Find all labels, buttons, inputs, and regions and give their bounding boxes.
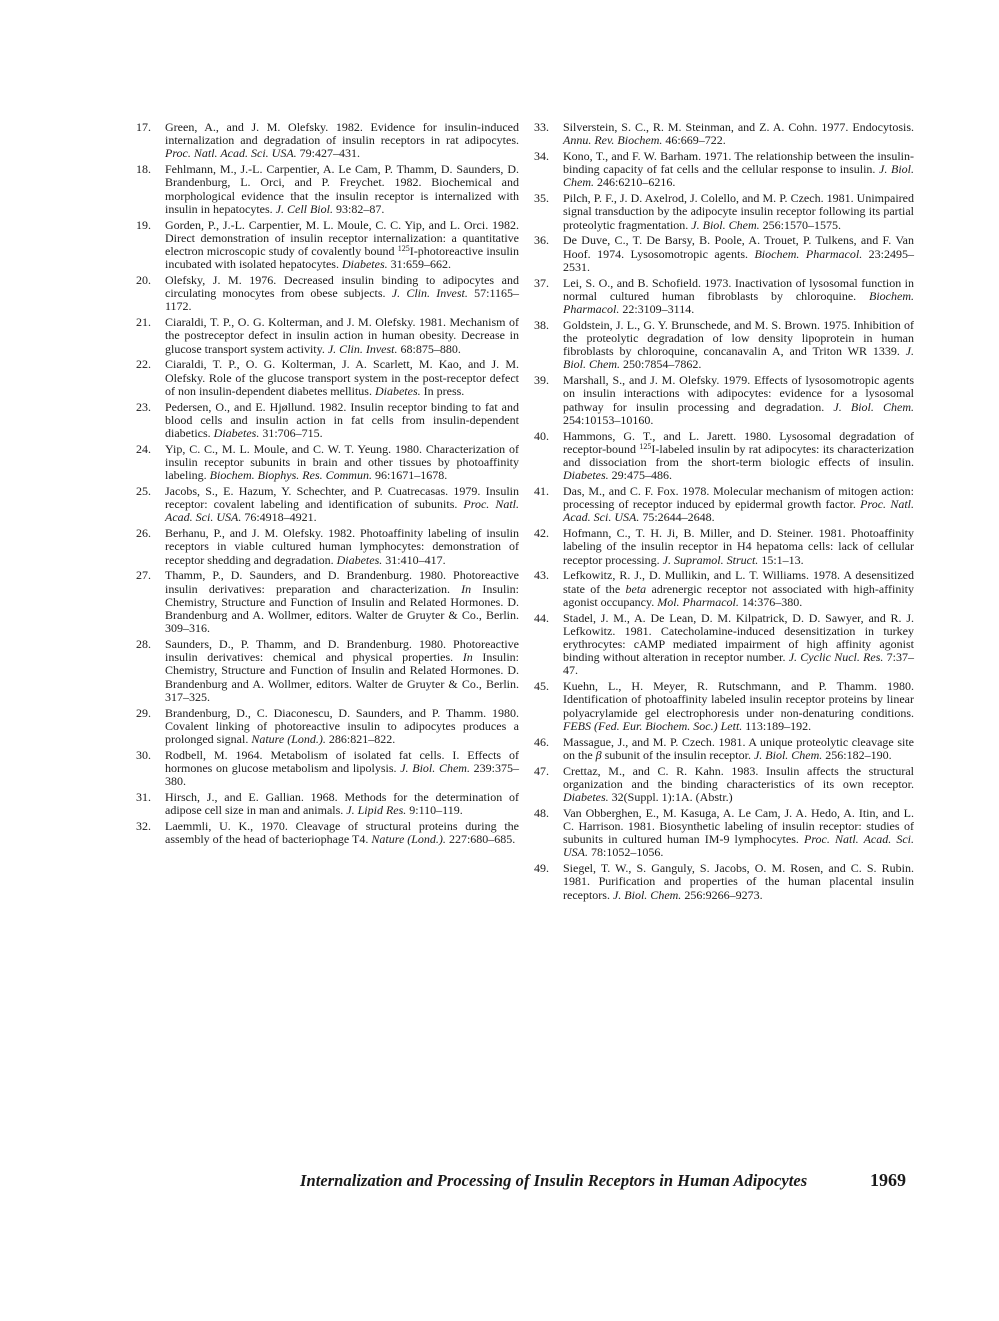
- reference-text: Crettaz, M., and C. R. Kahn. 1983. Insulin affects the structural organization and the binding characteristics of its own receptor. Diabetes. 32(Suppl. 1):1A. (Abstr.): [563, 763, 914, 805]
- reference-text: Hirsch, J., and E. Gallian. 1968. Methods for the determination of adipose cell size in man and animals. J. Lipid Res. 9:110–119.: [165, 790, 519, 818]
- reference-text: Jacobs, S., E. Hazum, Y. Schechter, and P. Cuatrecasas. 1979. Insulin receptor: covalent labeling and identification of subunits. Proc. Natl. Acad. Sci. USA. 76:4918–4921.: [165, 484, 519, 525]
- reference-item: [534, 277, 914, 317]
- reference-number: 23.: [136, 399, 151, 414]
- reference-item: [136, 820, 519, 846]
- reference-number: 36.: [534, 233, 549, 248]
- reference-number: 40.: [534, 428, 549, 443]
- reference-number: 32.: [136, 819, 151, 834]
- reference-number: 48.: [534, 805, 549, 820]
- reference-text: Hofmann, C., T. H. Ji, B. Miller, and D. Steiner. 1981. Photoaffinity labeling of the insulin receptor in H4 hepatoma cells: lack of cellular receptor processing. J. Supramol. Struct. 15:1–13.: [563, 526, 914, 567]
- reference-item: [534, 150, 914, 190]
- reference-number: 20.: [136, 273, 151, 288]
- reference-item: [136, 121, 519, 161]
- reference-text: Thamm, P., D. Saunders, and D. Brandenburg. 1980. Photoreactive insulin derivatives: preparation and characterization. In Insulin: Chemistry, Structure and Function of Insulin and Related Hormones. D. Brandenburg and A. Wollmer, editors. Walter de Gruyter & Co., Berlin. 309–316.: [165, 568, 519, 636]
- reference-item: [534, 736, 914, 762]
- reference-text: Massague, J., and M. P. Czech. 1981. A unique proteolytic cleavage site on the β subunit of the insulin receptor. J. Biol. Chem. 256:182–190.: [563, 734, 914, 762]
- reference-text: Silverstein, S. C., R. M. Steinman, and Z. A. Cohn. 1977. Endocytosis. Annu. Rev. Biochem. 46:669–722.: [563, 120, 914, 148]
- reference-item: [136, 749, 519, 789]
- reference-text: Das, M., and C. F. Fox. 1978. Molecular mechanism of mitogen action: processing of receptor induced by epidermal growth factor. Proc. Natl. Acad. Sci. USA. 75:2644–2648.: [563, 484, 914, 525]
- reference-item: [534, 765, 914, 805]
- reference-text: Pilch, P. F., J. D. Axelrod, J. Colello, and M. P. Czech. 1981. Unimpaired signal transduction by the adipocyte insulin receptor following its partial proteolytic fragmentation. J. Biol. Chem. 256:1570–1575.: [563, 191, 914, 232]
- reference-item: [534, 234, 914, 274]
- reference-number: 46.: [534, 734, 549, 749]
- reference-text: Lefkowitz, R. J., D. Mullikin, and L. T. Williams. 1978. A desensitized state of the beta adrenergic receptor not associated with high-affinity agonist occupancy. Mol. Pharmacol. 14:376–380.: [563, 568, 914, 609]
- reference-number: 21.: [136, 315, 151, 330]
- reference-number: 43.: [534, 568, 549, 583]
- reference-item: [136, 274, 519, 314]
- reference-text: Yip, C. C., M. L. Moule, and C. W. T. Yeung. 1980. Characterization of insulin receptor subunits in brain and other tissues by photoaffinity labeling. Biochem. Biophys. Res. Commun. 96:1671–1678.: [165, 441, 519, 483]
- reference-text: Ciaraldi, T. P., O. G. Kolterman, J. A. Scarlett, M. Kao, and J. M. Olefsky. Role of the glucose transport system in the post-receptor defect of non insulin-dependent diabetes mellitus. Diabetes. In press.: [165, 357, 519, 398]
- reference-item: [534, 121, 914, 147]
- reference-item: [136, 485, 519, 525]
- reference-number: 49.: [534, 861, 549, 876]
- reference-item: [136, 358, 519, 398]
- reference-text: Brandenburg, D., C. Diaconescu, D. Saunders, and P. Thamm. 1980. Covalent linking of photoreactive insulin to adipocytes produces a prolonged signal. Nature (Lond.). 286:821–822.: [165, 705, 519, 747]
- reference-item: [534, 485, 914, 525]
- reference-number: 29.: [136, 705, 151, 720]
- running-title: Internalization and Processing of Insulin Receptors in Human Adipocytes: [300, 1171, 808, 1190]
- reference-text: Olefsky, J. M. 1976. Decreased insulin binding to adipocytes and circulating monocytes from obese subjects. J. Clin. Invest. 57:1165–1172.: [165, 273, 520, 314]
- reference-number: 22.: [136, 357, 151, 372]
- reference-item: [534, 612, 914, 678]
- reference-text: Laemmli, U. K., 1970. Cleavage of structural proteins during the assembly of the head of bacteriophage T4. Nature (Lond.). 227:680–685.: [165, 819, 519, 847]
- reference-item: [136, 163, 519, 216]
- reference-text: Marshall, S., and J. M. Olefsky. 1979. Effects of lysosomotropic agents on insulin interactions with adipocytes: evidence for a lysosomal pathway for insulin processing and degradation. J. Biol. Chem. 254:10153–10160.: [563, 373, 914, 427]
- reference-number: 18.: [136, 162, 151, 177]
- reference-number: 28.: [136, 637, 151, 652]
- page-number: 1969: [870, 1170, 906, 1190]
- reference-number: 31.: [136, 790, 151, 805]
- reference-text: De Duve, C., T. De Barsy, B. Poole, A. Trouet, P. Tulkens, and F. Van Hoof. 1974. Lysosomotropic agents. Biochem. Pharmacol. 23:2495–2531.: [563, 233, 915, 274]
- reference-item: [534, 862, 914, 902]
- reference-item: [534, 192, 914, 232]
- reference-number: 19.: [136, 217, 151, 232]
- reference-item: [534, 569, 914, 609]
- reference-text: Green, A., and J. M. Olefsky. 1982. Evidence for insulin-induced internalization and degradation of insulin receptors in rat adipocytes. Proc. Natl. Acad. Sci. USA. 79:427–431.: [165, 120, 519, 161]
- reference-text: Saunders, D., P. Thamm, and D. Brandenburg. 1980. Photoreactive insulin derivatives: chemical and physical properties. In Insulin: Chemistry, Structure and Function of Insulin and Related Hormones. D. Brandenburg and A. Wollmer, editors. Walter de Gruyter & Co., Berlin. 317–325.: [165, 637, 519, 704]
- reference-item: [136, 707, 519, 747]
- reference-number: 42.: [534, 526, 549, 541]
- reference-text: Gorden, P., J.-L. Carpentier, M. L. Moule, C. C. Yip, and L. Orci. 1982. Direct demonstration of insulin receptor internalization: a quantitative electron microscopic study of covalently bound $^{125}$I-photoreactive insulin incubated with isolated hepatocytes. Diabetes. 31:659–662.: [165, 217, 519, 272]
- reference-item: [534, 430, 914, 483]
- reference-text: Lei, S. O., and B. Schofield. 1973. Inactivation of lysosomal function in normal cultured human fibroblasts by chloroquine. Biochem. Pharmacol. 22:3109–3114.: [563, 275, 914, 317]
- reference-number: 33.: [534, 120, 549, 134]
- reference-item: [136, 219, 519, 272]
- references-right-column: [534, 121, 914, 904]
- reference-number: 30.: [136, 747, 151, 762]
- reference-text: Siegel, T. W., S. Ganguly, S. Jacobs, O. M. Rosen, and C. S. Rubin. 1981. Purification and properties of the human placental insulin receptors. J. Biol. Chem. 256:9266–9273.: [563, 861, 914, 902]
- reference-text: Rodbell, M. 1964. Metabolism of isolated fat cells. I. Effects of hormones on glucose metabolism and lipolysis. J. Biol. Chem. 239:375–380.: [165, 747, 519, 789]
- reference-number: 39.: [534, 373, 549, 388]
- reference-text: Fehlmann, M., J.-L. Carpentier, A. Le Cam, P. Thamm, D. Saunders, D. Brandenburg, L. Orci, and P. Freychet. 1982. Biochemical and morphological evidence that the insulin receptor is internalized with insulin in hepatocytes. J. Cell Biol. 93:82–87.: [165, 162, 519, 216]
- reference-number: 25.: [136, 484, 151, 499]
- reference-item: [534, 527, 914, 567]
- reference-number: 37.: [534, 275, 549, 290]
- reference-number: 47.: [534, 763, 549, 778]
- reference-number: 27.: [136, 568, 151, 583]
- reference-text: Stadel, J. M., A. De Lean, D. M. Kilpatrick, D. D. Sawyer, and R. J. Lefkowitz. 1981. Catecholamine-induced desensitization in turkey erythrocytes: cAMP mediated impairment of high affinity agonist binding without alteration in receptor number. J. Cyclic Nucl. Res. 7:37–47.: [563, 610, 915, 678]
- reference-text: Goldstein, J. L., G. Y. Brunschede, and M. S. Brown. 1975. Inhibition of the proteolytic degradation of low density lipoprotein in human fibroblasts by chloroquine, concanavalin A, and Triton WR 1339. J. Biol. Chem. 250:7854–7862.: [563, 317, 914, 372]
- reference-number: 24.: [136, 441, 151, 456]
- reference-text: Kono, T., and F. W. Barham. 1971. The relationship between the insulin-binding capacity of fat cells and the cellular response to insulin. J. Biol. Chem. 246:6210–6216.: [563, 149, 914, 190]
- reference-item: [534, 807, 914, 860]
- reference-item: [136, 401, 519, 441]
- reference-number: 38.: [534, 317, 549, 332]
- reference-item: [136, 527, 519, 567]
- reference-item: [136, 443, 519, 483]
- reference-text: Ciaraldi, T. P., O. G. Kolterman, and J. M. Olefsky. 1981. Mechanism of the postreceptor defect in insulin action in human obesity. Decrease in glucose transport system activity. J. Clin. Invest. 68:875–880.: [165, 315, 519, 356]
- reference-text: Berhanu, P., and J. M. Olefsky. 1982. Photoaffinity labeling of insulin receptors in viable cultured human lymphocytes: demonstration of receptor shedding and degradation. Diabetes. 31:410–417.: [165, 526, 519, 567]
- reference-text: Hammons, G. T., and L. Jarett. 1980. Lysosomal degradation of receptor-bound $^{125}$I-labeled insulin by rat adipocytes: its characterization and dissociation from the short-term biologic effects of insulin. Diabetes. 29:475–486.: [563, 428, 914, 483]
- references-left-column: [136, 121, 519, 849]
- reference-item: [534, 680, 914, 733]
- reference-number: 26.: [136, 526, 151, 541]
- reference-number: 35.: [534, 191, 549, 206]
- reference-number: 44.: [534, 610, 549, 625]
- reference-text: Pedersen, O., and E. Hjøllund. 1982. Insulin receptor binding to fat and blood cells and insulin action in fat cells from insulin-dependent diabetics. Diabetes. 31:706–715.: [165, 399, 519, 441]
- reference-item: [136, 791, 519, 817]
- reference-text: Van Obberghen, E., M. Kasuga, A. Le Cam, J. A. Hedo, A. Itin, and L. C. Harrison. 1981. Biosynthetic labeling of insulin receptor: studies of subunits in cultured human IM-9 lymphocytes. Proc. Natl. Acad. Sci. USA. 78:1052–1056.: [563, 805, 914, 860]
- reference-number: 41.: [534, 484, 549, 499]
- reference-item: [534, 319, 914, 372]
- reference-number: 17.: [136, 120, 151, 134]
- reference-item: [136, 316, 519, 356]
- reference-text: Kuehn, L., H. Meyer, R. Rutschmann, and P. Thamm. 1980. Identification of photoaffinity labeled insulin receptor proteins by linear polyacrylamide gel electrophoresis under non-denaturing conditions. FEBS (Fed. Eur. Biochem. Soc.) Lett. 113:189–192.: [563, 679, 914, 733]
- reference-item: [136, 638, 519, 704]
- reference-number: 45.: [534, 679, 549, 694]
- reference-item: [136, 569, 519, 635]
- reference-number: 34.: [534, 149, 549, 163]
- reference-item: [534, 374, 914, 427]
